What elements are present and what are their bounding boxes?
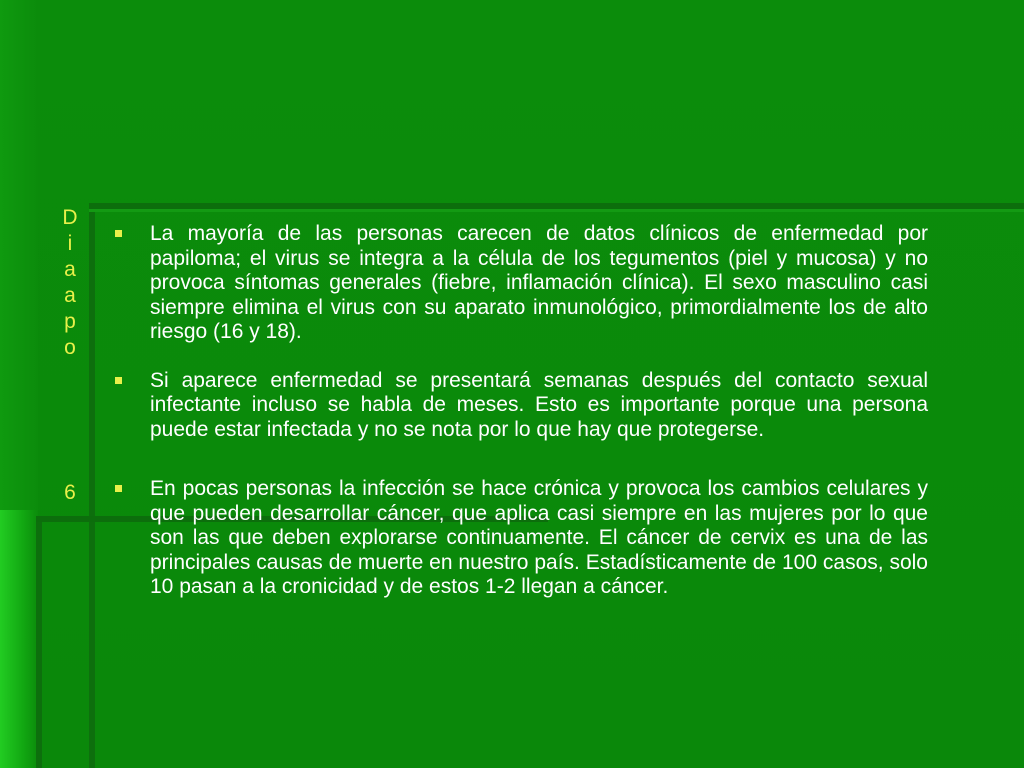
side-label-letter: a <box>64 258 76 281</box>
slide-number: 6 <box>64 481 76 504</box>
slide-side-label <box>55 205 85 504</box>
slide-content <box>110 222 928 600</box>
square-bullet-icon <box>115 377 122 384</box>
bullet-text: En pocas personas la infección se hace crónica y provoca los cambios celulares y que pueden desarrollar cáncer, que aplica casi siempre en las mujeres por lo que son las que deben explorarse continuamente. El cáncer de cervix es una de las principales causas de muerte en nuestro país. Estadísticamente de 100 casos, solo 10 pasan a la cronicidad y de estos 1-2 llegan a cáncer. <box>150 477 928 598</box>
decor-horizontal-stripe <box>89 203 1024 209</box>
side-label-letter: D <box>62 206 78 229</box>
side-label-letter: i <box>67 232 73 255</box>
bullet-text: La mayoría de las personas carecen de datos clínicos de enfermedad por papiloma; el virus se integra a la célula de los tegumentos (piel y mucosa) y no provoca síntomas generales (fiebre, inflamación clínica). El sexo masculino casi siempre elimina el virus con su aparato inmunológico, primordialmente los de alto riesgo (16 y 18). <box>150 222 928 343</box>
side-label-letter: p <box>64 310 76 333</box>
bullet-item <box>110 369 928 443</box>
square-bullet-icon <box>115 230 122 237</box>
square-bullet-icon <box>115 485 122 492</box>
bullet-item <box>110 222 928 345</box>
left-decor-band-upper <box>0 0 38 510</box>
side-label-letter: a <box>64 284 76 307</box>
decor-vertical-stripe <box>89 205 95 768</box>
bullet-text: Si aparece enfermedad se presentará semanas después del contacto sexual infectante incluso se habla de meses. Esto es importante porque una persona puede estar infectada y no se nota por lo que hay que protegerse. <box>150 368 928 441</box>
bullet-item <box>110 477 928 600</box>
side-label-letter: o <box>64 336 76 359</box>
left-decor-band <box>0 510 38 768</box>
decor-vertical-stripe-lower <box>36 518 42 768</box>
